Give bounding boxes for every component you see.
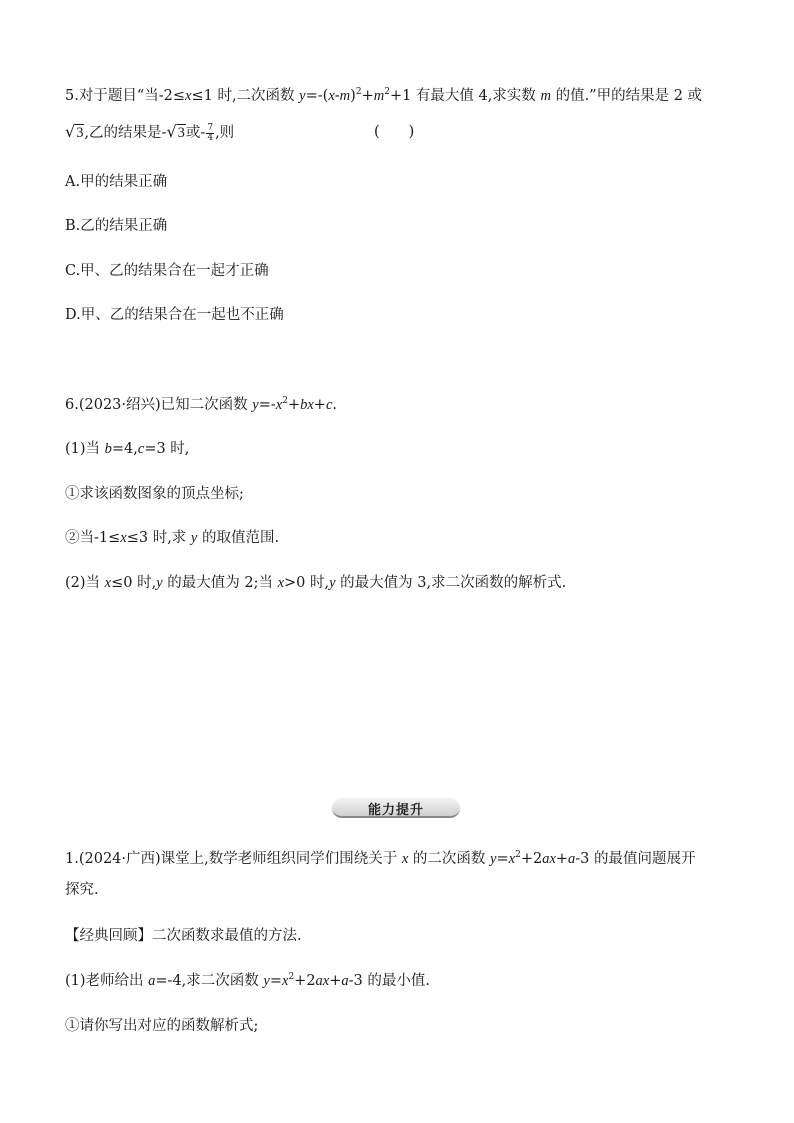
q1-stem-line1: 1.(2024·广西)课堂上,数学老师组织同学们围绕关于 x 的二次函数 $y=x^2+2ax+a-3$ 的最值问题展开 — [65, 850, 696, 867]
section-title: 能力提升 — [367, 802, 424, 818]
answer-paren: ( ) — [374, 124, 415, 140]
section-banner — [332, 798, 460, 818]
fraction-7-4: $\frac{7}{4}$ — [207, 122, 214, 143]
q5-option-d: D.甲、乙的结果合在一起也不正确 — [65, 307, 284, 323]
q1-part1-i: ①请你写出对应的函数解析式; — [65, 1018, 259, 1034]
q6-part1-i: ①求该函数图象的顶点坐标; — [65, 486, 244, 502]
q5-stem-line2: √3,乙的结果是-√3或- $\frac{7}{4}$ ,则 — [65, 122, 235, 143]
q1-stem-line2: 探究. — [65, 882, 99, 898]
q5-stem-line1: 5.对于题目“当-2≤x≤1 时,二次函数 $y=-(x-m)^2+m^2+1$ 有最大值 4,求实数 m 的值.”甲的结果是 2 或 — [65, 87, 703, 104]
q5-option-a: A.甲的结果正确 — [65, 174, 168, 190]
q6-stem: 6.(2023·绍兴)已知二次函数 $y=-x^2+bx+c$. — [65, 396, 337, 413]
q6-part1-ii: ②当-1≤x≤3 时,求 y 的取值范围. — [65, 530, 280, 546]
q1-part1: (1)老师给出 a=-4,求二次函数 $y=x^2+2ax+a-3$ 的最小值. — [65, 972, 430, 989]
sqrt-3-b: √3 — [166, 122, 185, 141]
q1-review: 【经典回顾】二次函数求最值的方法. — [65, 928, 302, 944]
q6-part2: (2)当 x≤0 时,y 的最大值为 2;当 x>0 时,y 的最大值为 3,求二次函数的解析式. — [65, 575, 567, 591]
q6-part1: (1)当 b=4,c=3 时, — [65, 441, 190, 457]
sqrt-3: √3 — [65, 122, 84, 141]
q5-option-b: B.乙的结果正确 — [65, 218, 168, 234]
q5-option-c: C.甲、乙的结果合在一起才正确 — [65, 263, 269, 279]
